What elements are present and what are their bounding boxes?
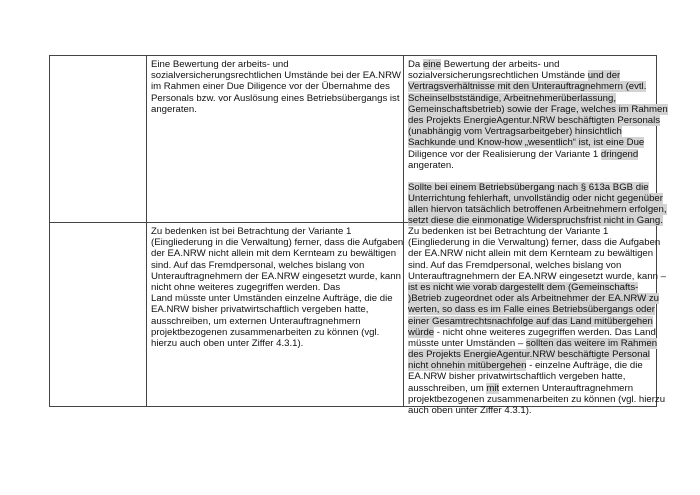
highlighted-text: eine	[422, 59, 442, 70]
row1-revised-text	[408, 59, 668, 227]
text-line	[408, 182, 668, 193]
text-line: Unterauftragnehmern der EA.NRW eingesetzt wurde, kann	[151, 270, 401, 282]
text-segment: - einzelne Aufträge, die die	[526, 360, 643, 372]
text-line: nicht ohne weiteres zugegriffen werden. Das	[151, 281, 341, 293]
text-line	[408, 394, 666, 405]
highlighted-text: ist es nicht wie vorab dargestellt dem (Gemeinschafts-	[408, 281, 639, 293]
highlighted-text: werten, so dass es im Falle eines Betriebsübergangs oder	[408, 304, 655, 316]
text-segment: projektbezogenen zusammenarbeiten zu können (vgl. hierzu	[408, 393, 666, 405]
text-line	[408, 349, 666, 360]
text-line	[408, 316, 666, 327]
row1-original-text	[151, 59, 401, 115]
text-segment: externen Unterauftragnehmern	[499, 382, 634, 394]
text-line	[408, 204, 668, 215]
text-line	[408, 126, 668, 137]
paragraph-gap	[408, 171, 668, 182]
text-line: sind. Auf das Fremdpersonal, welches bislang von	[151, 259, 365, 271]
highlighted-text: und der	[587, 70, 621, 82]
text-line	[408, 304, 666, 315]
highlighted-text: Sachkunde und Know-how „wesentlich“ ist, ist eine Due	[408, 137, 645, 149]
highlighted-text: Vertragsverhältnisse mit den Unterauftragnehmern (evtl.	[408, 81, 647, 93]
text-line: der EA.NRW nicht allein mit dem Kernteam zu bewältigen	[151, 248, 397, 260]
text-line	[408, 137, 668, 148]
text-line	[408, 371, 666, 382]
text-segment: Zu bedenken ist bei Betrachtung der Variante 1	[408, 226, 609, 237]
text-segment: müsste unter Umständen –	[408, 337, 526, 349]
text-line	[408, 215, 668, 226]
text-segment: EA.NRW bisher privatwirtschaftlich vergeben hatte,	[408, 371, 626, 383]
text-line: Personals bzw. vor Auslösung eines Betriebsübergangs ist	[151, 92, 400, 104]
highlighted-text: nicht ohnehin mitübergehen	[408, 360, 527, 372]
text-line: projektbezogenen zusammenarbeiten zu können (vgl.	[151, 326, 380, 338]
text-segment: der EA.NRW nicht allein mit dem Kernteam zu bewältigen	[408, 248, 654, 260]
text-line	[408, 115, 668, 126]
text-line	[408, 160, 668, 171]
text-line	[408, 282, 666, 293]
row2-original-text	[151, 226, 403, 349]
text-line: hierzu auch oben unter Ziffer 4.3.1).	[151, 337, 304, 349]
highlighted-text: Sollte bei einem Betriebsübergang nach § 613a BGB die	[408, 181, 649, 193]
highlighted-text: setzt diese die einmonatige Widerspruchsfrist nicht in Gang.	[408, 215, 663, 227]
text-line: Land müsste unter Umständen einzelne Aufträge, die die	[151, 293, 393, 305]
text-line	[408, 149, 668, 160]
text-segment: Diligence vor der Realisierung der Variante 1	[408, 148, 601, 160]
highlighted-text: dringend	[600, 148, 639, 160]
highlighted-text: (unabhängig vom Vertragsarbeitgeber) hinsichtlich	[408, 126, 622, 138]
text-line	[408, 271, 666, 282]
text-line	[408, 59, 668, 70]
text-segment: Da	[408, 59, 423, 70]
highlighted-text: Gemeinschaftsbetrieb) sowie der Frage, welches im Rahmen	[408, 103, 668, 115]
text-line	[408, 104, 668, 115]
table-top-border	[49, 55, 657, 56]
highlighted-text: des Projekts EnergieAgentur.NRW beschäftigte Personal	[408, 349, 650, 361]
text-line	[408, 383, 666, 394]
text-line	[408, 93, 668, 104]
text-line	[408, 193, 668, 204]
text-segment: Unterauftragnehmern der EA.NRW eingesetzt wurde, kann –	[408, 270, 666, 282]
text-segment: sozialversicherungsrechtlichen Umstände	[408, 70, 588, 82]
highlighted-text: mit	[486, 382, 500, 394]
text-segment: - nicht ohne weiteres zugegriffen werden. Das Land	[434, 326, 656, 338]
text-line	[408, 293, 666, 304]
text-line: ausschreiben, um externen Unterauftragnehmern	[151, 315, 361, 327]
text-line	[408, 360, 666, 371]
text-line: EA.NRW bisher privatwirtschaftlich vergeben hatte,	[151, 304, 369, 316]
row2-revised-text	[408, 226, 666, 416]
highlighted-text: sollten das weitere im Rahmen	[525, 337, 658, 349]
text-line: im Rahmen einer Due Diligence vor der Übernahme des	[151, 81, 390, 93]
text-line: Eine Bewertung der arbeits- und	[151, 59, 289, 70]
text-line: sozialversicherungsrechtlichen Umstände bei der EA.NRW	[151, 70, 401, 82]
text-line	[408, 405, 666, 416]
text-line	[408, 70, 668, 81]
text-segment: angeraten.	[408, 159, 454, 171]
text-line: Zu bedenken ist bei Betrachtung der Variante 1	[151, 226, 352, 237]
text-segment: auch oben unter Ziffer 4.3.1).	[408, 405, 532, 416]
highlighted-text: )Betrieb zugeordnet oder als Arbeitnehmer der EA.NRW zu	[408, 293, 659, 305]
text-segment: sind. Auf das Fremdpersonal, welches bislang von	[408, 259, 622, 271]
highlighted-text: Unterrichtung fehlerhaft, unvollständig oder nicht gegenüber	[408, 193, 663, 205]
text-line	[408, 260, 666, 271]
table-left-border	[49, 55, 50, 407]
text-line	[408, 248, 666, 259]
text-line	[408, 226, 666, 237]
text-line: angeraten.	[151, 103, 197, 115]
text-line	[408, 338, 666, 349]
highlighted-text: des Projekts EnergieAgentur.NRW beschäftigten Personals	[408, 114, 661, 126]
table-column-divider-1	[146, 55, 147, 407]
text-segment: ausschreiben, um	[408, 382, 487, 394]
text-line	[408, 327, 666, 338]
text-line: (Eingliederung in die Verwaltung) ferner, dass die Aufgaben	[151, 237, 404, 249]
highlighted-text: einer Gesamtrechtsnachfolge auf das Land mitübergehen	[408, 315, 653, 327]
text-line	[408, 81, 668, 92]
highlighted-text: würde	[408, 326, 435, 338]
highlighted-text: allen hiervon tatsächlich betroffenen Arbeitnehmern erfolgen,	[408, 204, 667, 216]
text-line	[408, 237, 666, 248]
highlighted-text: Scheinselbstständige, Arbeitnehmerüberlassung,	[408, 92, 616, 104]
text-segment: (Eingliederung in die Verwaltung) ferner, dass die Aufgaben	[408, 237, 661, 249]
text-segment: Bewertung der arbeits- und	[441, 59, 560, 70]
